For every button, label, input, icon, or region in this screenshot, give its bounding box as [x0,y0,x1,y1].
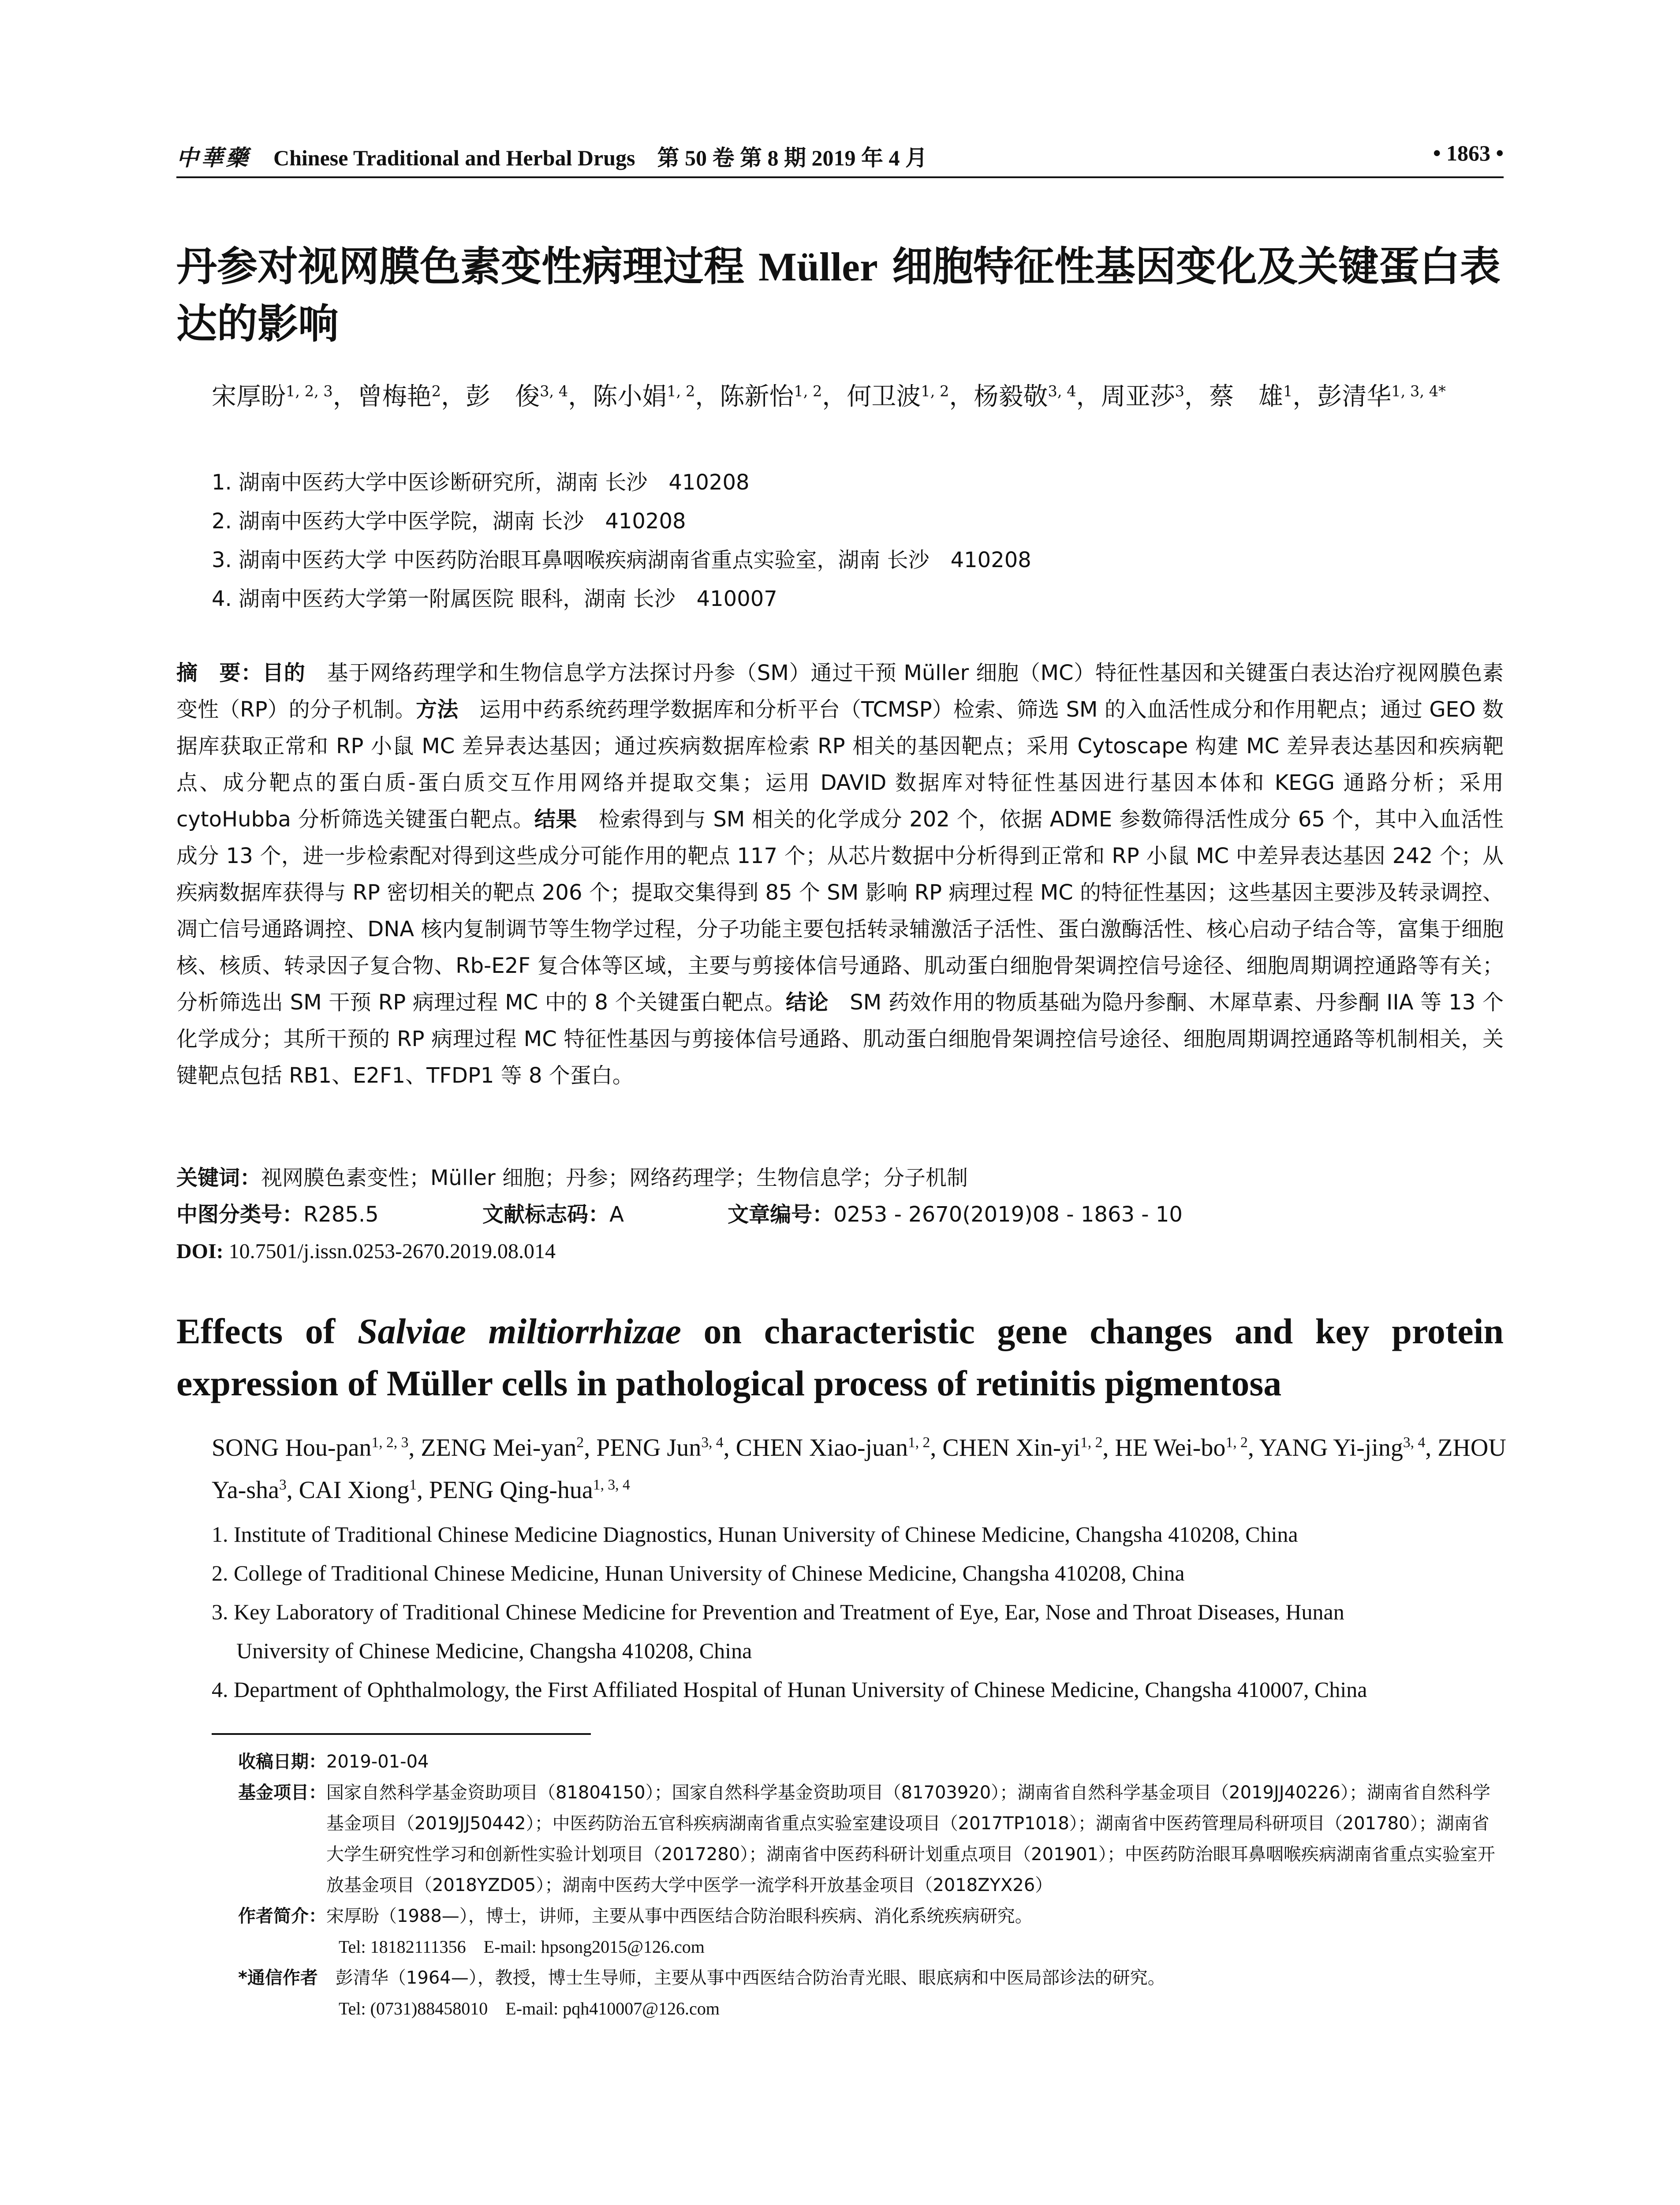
chinese-title [176,238,1512,353]
english-affiliation: 1. Institute of Traditional Chinese Medicine Diagnostics, Hunan University of Chinese Medicine, Changsha 410208, China [212,1522,1298,1547]
keywords-label: 关键词： [176,1166,261,1190]
chinese-affiliation: 2. 湖南中医药大学中医学院，湖南 长沙 410208 [212,509,686,534]
author [1115,1434,1247,1461]
english-author-list: SONG Hou-pan$^{1, 2, 3}$, ZENG Mei-yan$^2$, PENG Jun$^{3, 4}$, CHEN Xiao-juan$^{1, 2}$, CHEN Xin-yi$^{1, 2}$, HE Wei-bo$^{1, 2}$, YANG Yi-jing$^{3, 4}$, ZHOU Ya-sha$^3$, CAI Xiong$^1$, PENG Qing-hua$^{1, 3, 4}$ [212,1434,1506,1504]
author-affiliation-marker: 1, 3, 4* [1391,382,1446,400]
author [1259,1434,1426,1461]
corresponding-author-contact: Tel: (0731)88458010 E-mail: pqh410007@126.com [339,1999,720,2018]
author-affiliation-marker: 1, 2, 3 [371,1434,409,1451]
methods-text: 运用中药系统药理学数据库和分析平台（TCMSP）检索、筛选 SM 的入血活性成分和作用靶点；通过 GEO 数据库获取正常和 RP 小鼠 MC 差异表达基因；通过疾病数据库检索 RP 相关的基因靶点；采用 Cytoscape 构建 MC 差异表达基因和疾病靶点、成分靶点的蛋白质-蛋白质交互作用网络并提取交集；运用 DAVID 数据库对特征性基因进行基因本体和 KEGG 通路分析；采用 cytoHubba 分析筛选关键蛋白靶点。 [176,697,1504,832]
author [593,382,695,411]
author-name: SONG Hou-pan [212,1434,372,1461]
english-title [176,1305,1504,1409]
english-title-part-1: Effects of [176,1311,358,1351]
received-date-row [238,1746,1504,1777]
author-affiliation-marker: 1, 2 [667,382,695,400]
author-name: 杨毅敬 [974,382,1048,411]
author-affiliation-marker: 3, 4 [540,382,568,400]
methods-label: 方法 [416,697,459,722]
author [212,1434,408,1461]
chinese-affiliation: 3. 湖南中医药大学 中医药防治眼耳鼻咽喉疾病湖南省重点实验室，湖南 长沙 410208 [212,548,1031,572]
footnote-rule [212,1733,591,1735]
chinese-abstract [176,655,1504,1094]
author-name: 蔡 雄 [1209,382,1283,411]
corresponding-author-row [238,1962,1504,1993]
results-label: 结果 [534,807,578,832]
conclusion-text: SM 药效作用的物质基础为隐丹参酮、木犀草素、丹参酮 IIA 等 13 个化学成分；其所干预的 RP 病理过程 MC 特征性基因与剪接体信号通路、肌动蛋白细胞骨架调控信号途径、细胞周期调控通路等机制相关，关键靶点包括 RB1、E2F1、TFDP1 等 8 个蛋白。 [176,990,1504,1088]
author [466,382,568,411]
author-name: 宋厚盼 [212,382,286,411]
objective-text: 基于网络药理学和生物信息学方法探讨丹参（SM）通过干预 Müller 细胞（MC）特征性基因和关键蛋白表达治疗视网膜色素变性（RP）的分子机制。 [176,661,1504,722]
corresponding-author-text: 彭清华（1964—），教授，博士生导师，主要从事中西医结合防治青光眼、眼底病和中医局部诊法的研究。 [335,1968,1165,1988]
author [421,1434,584,1461]
author-affiliation-marker: 2 [576,1434,584,1451]
author-name: 彭 俊 [466,382,540,411]
author-name: 何卫波 [847,382,921,411]
received-label: 收稿日期： [238,1752,326,1772]
author-affiliation-marker: 1 [409,1476,417,1493]
english-title-latin-name: Salviae miltiorrhizae [357,1311,681,1351]
article-metadata [176,1160,1504,1270]
author [720,382,822,411]
header-rule [176,176,1504,178]
funding-text: 国家自然科学基金资助项目（81804150）；国家自然科学基金资助项目（81703920）；湖南省自然科学基金项目（2019JJ40226）；湖南省自然科学基金项目（2019JJ50442）；中医药防治五官科疾病湖南省重点实验室建设项目（2017TP1018）；湖南省中医药管理局科研项目（201780）；湖南省大学生研究性学习和创新性实验计划项目（2017280）；湖南省中医药科研计划重点项目（201901）；中医药防治眼耳鼻咽喉疾病湖南省重点实验室开放基金项目（2018YZD05）；湖南中医药大学中医学一流学科开放基金项目（2018ZYX26） [326,1783,1495,1895]
author-affiliation-marker: 1, 2 [907,1434,930,1451]
author [1209,382,1292,411]
funding-label: 基金项目： [238,1783,326,1803]
abstract-label: 摘 要： [176,661,263,685]
author-name: 曾梅艳 [357,382,432,411]
chinese-affiliation: 4. 湖南中医药大学第一附属医院 眼科，湖南 长沙 410007 [212,587,777,611]
author-name: CAI Xiong [299,1476,410,1504]
article-number-value: 0253 - 2670(2019)08 - 1863 - 10 [833,1202,1183,1227]
author-name: HE Wei-bo [1115,1434,1226,1461]
author [736,1434,930,1461]
author-affiliation-marker: 1, 2 [1225,1434,1248,1451]
author [1101,382,1184,411]
author-name: YANG Yi-jing [1259,1434,1403,1461]
author-name: PENG Qing-hua [429,1476,593,1504]
author-affiliation-marker: 1, 2 [794,382,822,400]
keywords-row [176,1160,1504,1196]
running-head [176,140,1504,176]
chinese-title-part-1: 丹参对视网膜色素变性病理过程 [176,243,759,290]
author [429,1476,630,1504]
author-name: 陈小娟 [593,382,667,411]
author-name: ZENG Mei-yan [421,1434,577,1461]
corresponding-author-label: *通信作者 [238,1968,336,1988]
doi-row [176,1233,1504,1270]
author-bio-text: 宋厚盼（1988—），博士，讲师，主要从事中西医结合防治眼科疾病、消化系统疾病研究。 [326,1906,1033,1926]
author [596,1434,723,1461]
author-name: CHEN Xiao-juan [735,1434,908,1461]
author-contact: Tel: 18182111356 E-mail: hpsong2015@126.com [339,1937,705,1957]
author-affiliation-marker: 1 [1283,382,1293,400]
doi-label: DOI: [176,1240,224,1263]
author-name: CHEN Xin-yi [942,1434,1080,1461]
english-title-part-2: on characteristic gene changes and key protein expression of Müller cells in pathological process of retinitis pigmentosa [176,1311,1504,1403]
journal-issue-line: Chinese Traditional and Herbal Drugs 第 50 卷 第 8 期 2019 年 4 月 [273,146,927,170]
classification-row [176,1196,1504,1233]
author-affiliation-marker: 1, 2, 3 [286,382,333,400]
author [942,1434,1102,1461]
author-affiliation-marker: 1, 2 [921,382,949,400]
chinese-affiliations [212,463,1490,618]
english-affiliation: 3. Key Laboratory of Traditional Chinese Medicine for Prevention and Treatment of Eye, Ear, Nose and Throat Diseases, Hunan [212,1600,1344,1624]
english-affiliation: 2. College of Traditional Chinese Medicine, Hunan University of Chinese Medicine, Changsha 410208, China [212,1561,1185,1585]
author-bio-row [238,1901,1504,1932]
doi-value[interactable]: 10.7501/j.issn.0253-2670.2019.08.014 [223,1240,556,1263]
author [1317,382,1446,411]
chinese-title-part-2: 细胞特征性基因变化及关键蛋白表达的影响 [176,243,1501,348]
author-bio-label: 作者简介： [238,1906,326,1926]
author [847,382,949,411]
author-affiliation-marker: 3 [1175,382,1184,400]
english-affiliations [212,1515,1504,1709]
author-affiliation-marker: 1, 2 [1080,1434,1103,1451]
keywords: 视网膜色素变性；Müller 细胞；丹参；网络药理学；生物信息学；分子机制 [261,1166,968,1190]
funding-row [238,1777,1504,1901]
clc-label: 中图分类号： [176,1202,304,1227]
page-number: • 1863 • [1433,141,1504,165]
author-name: ZHOU Ya-sha [212,1434,1506,1504]
author-affiliation-marker: 3 [279,1476,287,1493]
author-affiliation-marker: 1, 3, 4 [593,1476,630,1493]
author-name: 彭清华 [1317,382,1392,411]
clc-value: R285.5 [303,1202,379,1227]
author-name: 周亚莎 [1101,382,1175,411]
chinese-author-list: 宋厚盼$^{1, 2, 3}$，曾梅艳$^2$，彭 俊$^{3, 4}$，陈小娟$^{1, 2}$，陈新怡$^{1, 2}$，何卫波$^{1, 2}$，杨毅敬$^{3, 4}$，周亚莎$^3$，蔡 雄$^1$，彭清华$^{1, 3, 4*}$ [212,382,1446,411]
chinese-affiliation: 1. 湖南中医药大学中医诊断研究所，湖南 长沙 410208 [212,470,750,495]
footnotes [238,1746,1504,2024]
author [212,382,333,411]
author [974,382,1076,411]
author-affiliation-marker: 3, 4 [701,1434,724,1451]
objective-label: 目的 [262,661,306,685]
doc-code-value: A [609,1202,624,1227]
author [299,1476,417,1504]
author [358,382,441,411]
article-number-label: 文章编号： [728,1202,834,1227]
author-affiliation-marker: 3, 4 [1403,1434,1426,1451]
english-affiliation: 4. Department of Ophthalmology, the First Affiliated Hospital of Hunan University of Chinese Medicine, Changsha 410007, China [212,1677,1367,1702]
doc-code-label: 文献标志码： [482,1202,610,1227]
received-date: 2019-01-04 [326,1752,429,1772]
author-name: PENG Jun [596,1434,702,1461]
author-name: 陈新怡 [720,382,794,411]
results-text: 检索得到与 SM 相关的化学成分 202 个，依据 ADME 参数筛得活性成分 65 个，其中入血活性成分 13 个，进一步检索配对得到这些成分可能作用的靶点 117 个；从芯片数据中分析得到正常和 RP 小鼠 MC 中差异表达基因 242 个；从疾病数据库获得与 RP 密切相关的靶点 206 个；提取交集得到 85 个 SM 影响 RP 病理过程 MC 的特征性基因；这些基因主要涉及转录调控、凋亡信号通路调控、DNA 核内复制调节等生物学过程，分子功能主要包括转录辅激活子活性、蛋白激酶活性、核心启动子结合等，富集于细胞核、核质、转录因子复合物、Rb-E2F 复合体等区域，主要与剪接体信号通路、肌动蛋白细胞骨架调控信号途径、细胞周期调控通路等有关；分析筛选出 SM 干预 RP 病理过程 MC 中的 8 个关键蛋白靶点。 [176,807,1504,1015]
chinese-title-latin: Müller [758,244,878,289]
english-affiliation-continued: University of Chinese Medicine, Changsha 410208, China [236,1638,752,1663]
conclusion-label: 结论 [786,990,829,1015]
author-affiliation-marker: 3, 4 [1048,382,1076,400]
journal-logo: 中華藥 [176,145,250,171]
author-affiliation-marker: 2 [431,382,441,400]
